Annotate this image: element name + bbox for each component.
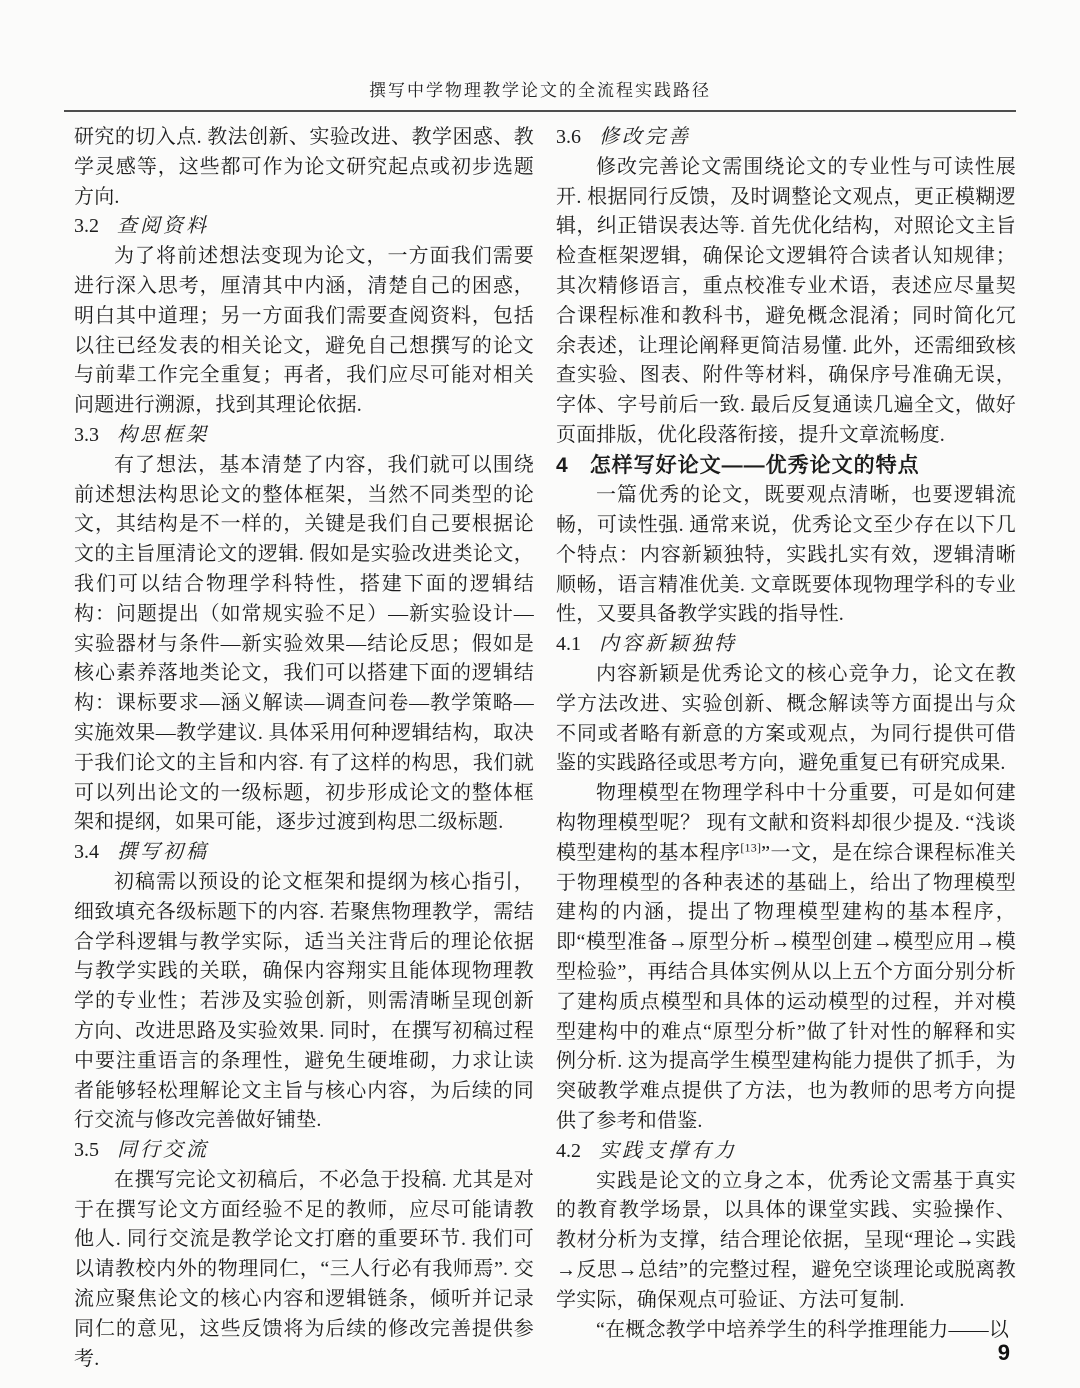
section-heading-4: [556, 451, 1016, 482]
section-heading-3-6: [556, 123, 1016, 153]
paragraph-practice-support: 实践是论文的立身之本，优秀论文需基于真实的教育教学场景，以具体的课堂实践、实验操作、教材分析为支撑，结合理论依据，呈现“理论→实践→反思→总结”的完整过程，避免空谈理论或脱离教学实际，确保观点可验证、方法可复制.: [556, 1169, 1016, 1311]
section-heading-3-3: [74, 421, 534, 451]
section-heading-4-2: [556, 1137, 1016, 1167]
heading-number: 4.2: [556, 1139, 581, 1162]
paragraph-text-after-citation: ”一文，是在综合课程标准关于物理模型的各种表述的基础上，给出了物理模型建构的内涵，提出了物理模型建构的基本程序，即“模型准备→原型分析→模型创建→模型应用→模型检验”，再结合具体实例从以上五个方面分别分析了建构质点模型和具体的运动模型的过程，并对模型建构中的难点“原型分析”做了针对性的解释和实例分析. 这为提高学生模型建构能力提供了抓手，为突破教学难点提供了方法，也为教师的思考方向提供了参考和借鉴.: [556, 841, 1016, 1132]
paragraph-peer-exchange: 在撰写完论文初稿后，不必急于投稿. 尤其是对于在撰写论文方面经验不足的教师，应尽可能请教他人. 同行交流是教学论文打磨的重要环节. 我们可以请教校内外的物理同仁，“三人行必有我师焉”. 交流应聚焦论文的核心内容和逻辑链条，倾听并记录同仁的意见，这些反馈将为后续的修改完善提供参考.: [74, 1168, 534, 1370]
paragraph-consult-materials: 为了将前述想法变现为论文，一方面我们需要进行深入思考，厘清其中内涵，清楚自己的困惑，明白其中道理；另一方面我们需要查阅资料，包括以往已经发表的相关论文，避免自己想撰写的论文与前辈工作完全重复；再者，我们应尽可能对相关问题进行溯源，找到其理论依据.: [74, 245, 534, 417]
right-column: [556, 123, 1016, 1374]
paragraph-physics-model: [556, 779, 1016, 1137]
page-number: 9: [997, 1340, 1010, 1365]
paragraph-first-draft: 初稿需以预设的论文框架和提纲为核心指引，细致填充各级标题下的内容. 若聚焦物理教学，需结合学科逻辑与教学实际，适当关注背后的理论依据与教学实践的关联，确保内容翔实且能体现物理教学的专业性；若涉及实验创新，则需清晰呈现创新方向、改进思路及实验效果. 同时，在撰写初稿过程中要注重语言的条理性，避免生硬堆砌，力求让读者能够轻松理解论文主旨与核心内容，为后续的同行交流与修改完善做好铺垫.: [74, 870, 534, 1132]
paragraph-revision: 修改完善论文需围绕论文的专业性与可读性展开. 根据同行反馈，及时调整论文观点，更正模糊逻辑，纠正错误表达等. 首先优化结构，对照论文主旨检查框架逻辑，确保论文逻辑符合读者认知规律；其次精修语言，重点校准专业术语，表述应尽量契合课程标准和教科书，避免概念混淆；同时简化冗余表述，让理论阐释更简洁易懂. 此外，还需细致核查实验、图表、附件等材料，确保序号准确无误，字体、字号前后一致. 最后反复通读几遍全文，做好页面排版，优化段落衔接，提升文章流畅度.: [556, 155, 1016, 446]
heading-title: 查阅资料: [117, 215, 209, 238]
heading-number: 4: [556, 453, 569, 477]
heading-title: 构思框架: [117, 423, 209, 446]
section-heading-3-5: [74, 1136, 534, 1166]
heading-title: 修改完善: [599, 126, 691, 148]
paragraph-quote-start: “在概念教学中培养学生的科学推理能力——以: [596, 1318, 1010, 1341]
running-title: 撰写中学物理教学论文的全流程实践路径: [369, 81, 711, 100]
heading-number: 3.2: [74, 215, 99, 238]
citation-superscript: [13]: [740, 840, 762, 855]
header-rule: [64, 110, 1016, 112]
paragraph-novel-content: 内容新颖是优秀论文的核心竞争力，论文在教学方法改进、实验创新、概念解读等方面提出与众不同或者略有新意的方案或观点，为同行提供可借鉴的实践路径或思考方向，避免重复已有研究成果.: [556, 663, 1016, 775]
paragraph-text-before-citation: 物理模型在物理学科中十分重要，可是如何建构物理模型呢？ 现有文献和资料却很少提及. “浅谈模型建构的基本程序: [556, 782, 1016, 864]
two-column-body: [74, 123, 1016, 1374]
page-footer: [998, 1340, 1010, 1366]
section-heading-3-2: [74, 212, 534, 242]
heading-number: 3.4: [74, 841, 99, 864]
heading-number: 3.5: [74, 1139, 99, 1162]
paragraph-framework-design: 有了想法，基本清楚了内容，我们就可以围绕前述想法构思论文的整体框架，当然不同类型的论文，其结构是不一样的，关键是我们自己要根据论文的主旨厘清论文的逻辑. 假如是实验改进类论文，我们可以结合物理学科特性，搭建下面的逻辑结构：问题提出（如常规实验不足）—新实验设计—实验器材与条件—新实验效果—结论反思；假如是核心素养落地类论文，我们可以搭建下面的逻辑结构：课标要求—涵义解读—调查问卷—教学策略—实施效果—教学建议. 具体采用何种逻辑结构，取决于我们论文的主旨和内容. 有了这样的构思，我们就可以列出论文的一级标题，初步形成论文的整体框架和提纲，如果可能，逐步过渡到构思二级标题.: [74, 453, 534, 834]
section-heading-3-4: [74, 838, 534, 868]
heading-title: 同行交流: [117, 1139, 209, 1162]
heading-title: 内容新颖独特: [599, 633, 737, 656]
page-header: [64, 0, 1016, 112]
paragraph-topic-continuation: 研究的切入点. 教法创新、实验改进、教学困惑、教学灵感等，这些都可作为论文研究起点或初步选题方向.: [74, 126, 534, 208]
section-heading-4-1: [556, 630, 1016, 660]
heading-number: 3.3: [74, 423, 99, 446]
heading-title: 实践支撑有力: [599, 1139, 737, 1162]
heading-title: 怎样写好论文——优秀论文的特点: [589, 453, 920, 477]
heading-number: 3.6: [556, 126, 581, 148]
heading-number: 4.1: [556, 633, 581, 656]
paragraph-good-paper-traits: 一篇优秀的论文，既要观点清晰，也要逻辑流畅，可读性强. 通常来说，优秀论文至少存在以下几个特点：内容新颖独特，实践扎实有效，逻辑清晰顺畅，语言精准优美. 文章既要体现物理学科的专业性，又要具备教学实践的指导性.: [556, 484, 1016, 626]
left-column: [74, 123, 534, 1374]
heading-title: 撰写初稿: [117, 841, 209, 864]
